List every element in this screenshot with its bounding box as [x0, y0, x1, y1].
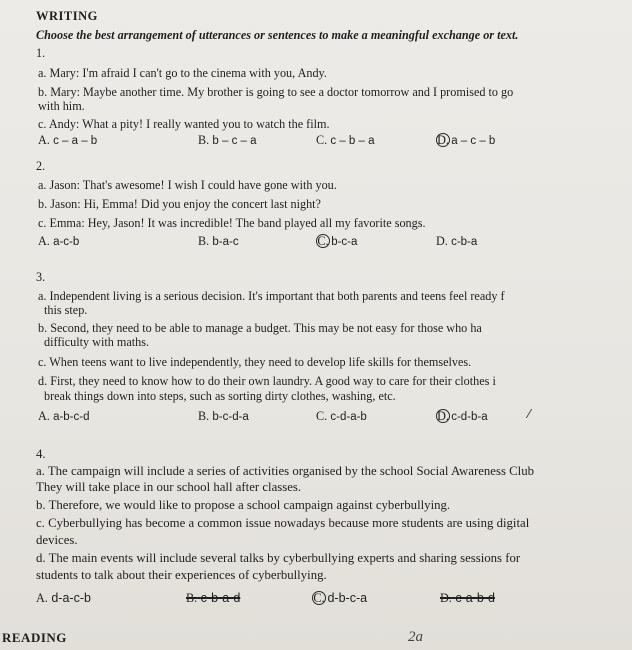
q4-line-d-cont: students to talk about their experiences of cyberbullying. — [36, 568, 327, 582]
q1-option-a[interactable]: A. c – a – b — [38, 133, 98, 147]
q3-option-a[interactable]: A. a-b-c-d — [38, 409, 90, 423]
q3-number: 3. — [36, 270, 46, 284]
q3-line-d: d. First, they need to know how to do their own laundry. A good way to care for their clothes i — [38, 374, 496, 388]
q2-option-b[interactable]: B. b-a-c — [198, 234, 239, 248]
q2-option-c[interactable]: C. b-c-a — [317, 234, 358, 248]
q1-option-d[interactable]: D. a – c – b — [437, 133, 496, 147]
q4-line-c: c. Cyberbullying has become a common issue nowadays because more students are using digital — [36, 516, 530, 530]
q3-option-d[interactable]: D. c-d-b-a — [437, 409, 488, 423]
q3-line-d-cont: break things down into steps, such as sorting dirty clothes, washing, etc. — [44, 389, 396, 403]
q4-line-a: a. The campaign will include a series of activities organised by the school Social Awareness Club — [36, 464, 535, 478]
q1-line-b-cont: with him. — [38, 99, 85, 113]
selected-answer-circle: C. — [313, 591, 325, 605]
q1-line-c: c. Andy: What a pity! I really wanted you to watch the film. — [38, 117, 330, 131]
instruction: Choose the best arrangement of utterances or sentences to make a meaningful exchange or text. — [36, 28, 519, 42]
q3-line-b: b. Second, they need to be able to manage a budget. This may be not easy for those who ha — [38, 321, 482, 335]
q4-option-a[interactable]: A. d-a-c-b — [36, 591, 91, 605]
selected-answer-circle: D. — [437, 133, 449, 147]
q2-option-a[interactable]: A. a-c-b — [38, 234, 80, 248]
q3-option-b[interactable]: B. b-c-d-a — [198, 409, 249, 423]
selected-answer-circle: D. — [437, 409, 449, 423]
q4-option-b[interactable]: B. c-b-a-d — [186, 591, 241, 605]
q2-line-b: b. Jason: Hi, Emma! Did you enjoy the concert last night? — [38, 197, 321, 211]
q4-line-b: b. Therefore, we would like to propose a school campaign against cyberbullying. — [36, 498, 451, 512]
q2-line-c: c. Emma: Hey, Jason! It was incredible! The band played all my favorite songs. — [38, 216, 426, 230]
q3-option-c[interactable]: C. c-d-a-b — [316, 409, 367, 423]
section-heading: WRITING — [36, 9, 98, 23]
q3-line-a-cont: this step. — [44, 303, 88, 317]
check-mark-icon: ⁄ — [528, 407, 531, 421]
q4-line-a-cont: They will take place in our school hall after classes. — [36, 480, 302, 494]
q2-line-a: a. Jason: That's awesome! I wish I could have gone with you. — [38, 178, 337, 192]
handwritten-note: 2a — [408, 629, 423, 645]
next-section-heading: READING — [2, 630, 67, 645]
q1-line-b: b. Mary: Maybe another time. My brother is going to see a doctor tomorrow and I promised to go — [38, 85, 514, 99]
selected-answer-circle: C. — [317, 234, 329, 248]
q4-option-c[interactable]: C. d-b-c-a — [313, 591, 368, 605]
q1-option-b[interactable]: B. b – c – a — [198, 133, 257, 147]
q3-line-a: a. Independent living is a serious decision. It's important that both parents and teens feel ready f — [38, 289, 505, 303]
q4-line-c-cont: devices. — [36, 533, 78, 547]
q1-option-c[interactable]: C. c – b – a — [316, 133, 375, 147]
q4-number: 4. — [36, 447, 46, 461]
q3-line-c: c. When teens want to live independently, they need to develop life skills for themselves. — [38, 355, 472, 369]
q1-line-a: a. Mary: I'm afraid I can't go to the cinema with you, Andy. — [38, 66, 327, 80]
q1-number: 1. — [36, 46, 46, 60]
q2-number: 2. — [36, 159, 46, 173]
q3-line-b-cont: difficulty with maths. — [44, 335, 150, 349]
q4-option-d[interactable]: D. c-a-b-d — [440, 591, 495, 605]
q2-option-d[interactable]: D. c-b-a — [436, 234, 478, 248]
q4-line-d: d. The main events will include several talks by cyberbullying experts and sharing sessions for — [36, 551, 521, 565]
